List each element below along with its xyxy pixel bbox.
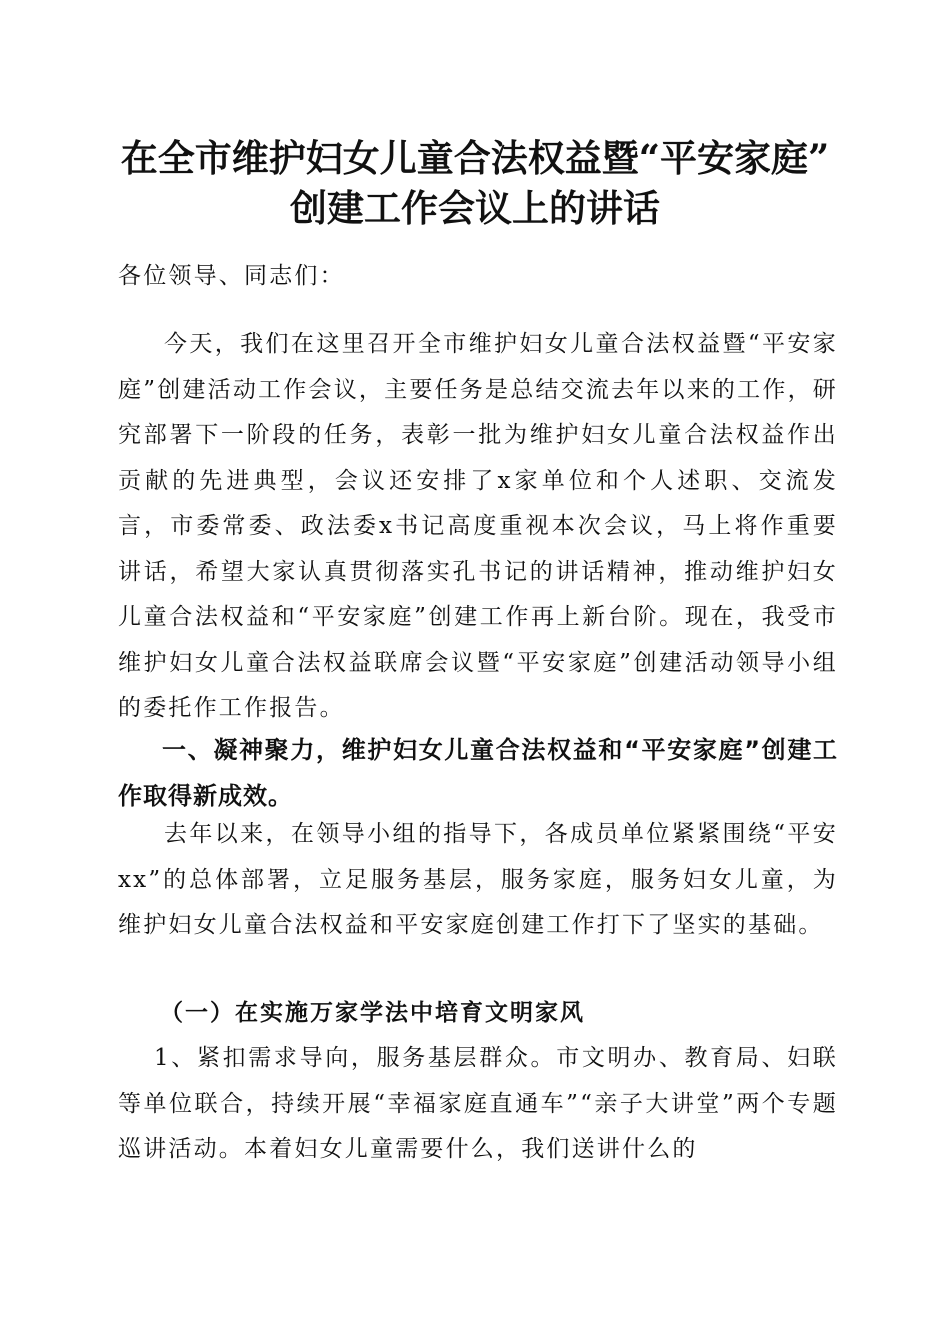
document-title-line-2: 创建工作会议上的讲话 [290,186,660,230]
opening-paragraph: 今天，我们在这里召开全市维护妇女儿童合法权益暨“平安家庭”创建活动工作会议，主要任务是总结交流去年以来的工作，研究部署下一阶段的任务，表彰一批为维护妇女儿童合法权益作出贡献的先进典型，会议还安排了x家单位和个人述职、交流发言，市委常委、政法委x书记高度重视本次会议，马上将作重要讲话，希望大家认真贯彻落实孔书记的讲话精神，推动维护妇女儿童合法权益和“平安家庭”创建工作再上新台阶。现在，我受市维护妇女儿童合法权益联席会议暨“平安家庭”创建活动领导小组的委托作工作报告。 [118,331,838,721]
section-heading-1: 一、凝神聚力，维护妇女儿童合法权益和“平安家庭”创建工作取得新成效。 [118,736,838,810]
subsection-heading-1: （一）在实施万家学法中培育文明家风 [160,999,585,1026]
salutation: 各位领导、同志们： [118,263,345,289]
subsection-1-paragraph: 1、紧扣需求导向，服务基层群众。市文明办、教育局、妇联等单位联合，持续开展“幸福家庭直通车”“亲子大讲堂”两个专题巡讲活动。本着妇女儿童需要什么，我们送讲什么的 [118,1045,838,1162]
section-1-paragraph: 去年以来，在领导小组的指导下，各成员单位紧紧围绕“平安xx”的总体部署，立足服务基层，服务家庭，服务妇女儿童，为维护妇女儿童合法权益和平安家庭创建工作打下了坚实的基础。 [118,821,838,938]
document-title-line-1: 在全市维护妇女儿童合法权益暨“平安家庭” [120,136,830,180]
